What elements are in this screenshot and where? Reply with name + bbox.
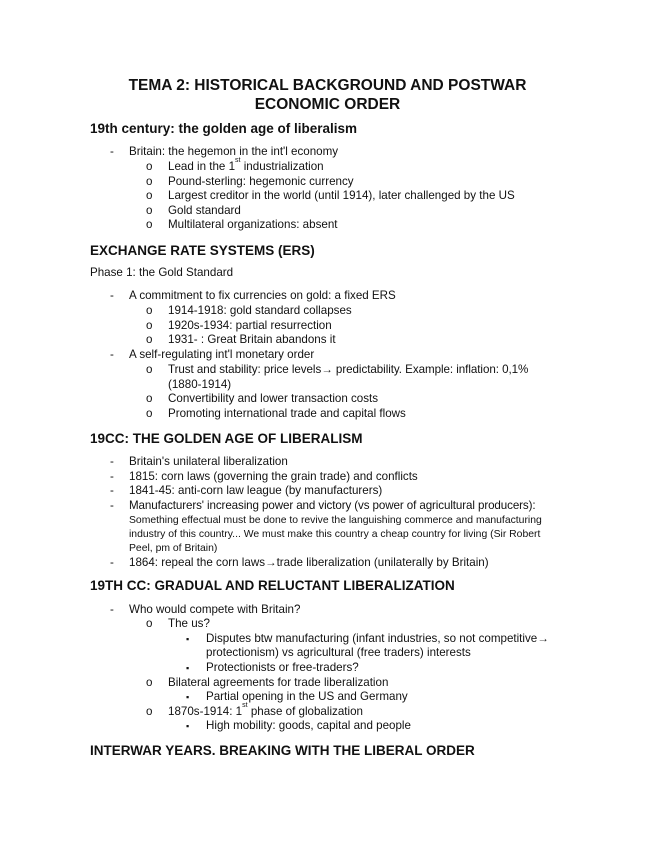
dash-bullet: - — [110, 145, 114, 158]
dash-bullet: - — [110, 289, 114, 302]
list-item-britain-hegemon: Britain: the hegemon in the int'l economy — [129, 145, 339, 158]
circle-bullet: o — [146, 160, 153, 173]
list-item-anti-corn-law-league: 1841-45: anti-corn law league (by manufacturers) — [129, 484, 383, 497]
dash-bullet: - — [110, 484, 114, 497]
list-item-partial-opening: Partial opening in the US and Germany — [206, 690, 408, 703]
section-heading-exchange-rate-systems: EXCHANGE RATE SYSTEMS (ERS) — [90, 243, 315, 258]
circle-bullet: o — [146, 333, 153, 346]
list-item-pound-sterling: Pound-sterling: hegemonic currency — [168, 175, 354, 188]
dash-bullet: - — [110, 603, 114, 616]
list-item-lead-industrialization: Lead in the 1st industrialization — [168, 157, 324, 173]
list-item-first-globalization: 1870s-1914: 1st phase of globalization — [168, 702, 363, 718]
circle-bullet: o — [146, 189, 153, 202]
list-item-disputes: Disputes btw manufacturing (infant industries, so not competitive→ — [206, 632, 549, 645]
phase-label: Phase 1: the Gold Standard — [90, 266, 234, 279]
circle-bullet: o — [146, 218, 153, 231]
quote-line-1: Something effectual must be done to revive the languishing commerce and manufacturing — [129, 515, 542, 526]
circle-bullet: o — [146, 617, 153, 630]
section-heading-gradual-liberalization: 19TH CC: GRADUAL AND RELUCTANT LIBERALIZATION — [90, 578, 455, 593]
list-item-unilateral-liberalization: Britain's unilateral liberalization — [129, 455, 288, 468]
list-item-high-mobility: High mobility: goods, capital and people — [206, 719, 411, 732]
circle-bullet: o — [146, 407, 153, 420]
square-bullet: ▪ — [186, 721, 190, 731]
circle-bullet: o — [146, 175, 153, 188]
list-item-multilateral: Multilateral organizations: absent — [168, 218, 338, 231]
list-item-1864-repeal: 1864: repeal the corn laws→trade liberalization (unilaterally by Britain) — [129, 556, 489, 569]
dash-bullet: - — [110, 348, 114, 361]
list-item-1931: 1931- : Great Britain abandons it — [168, 333, 336, 346]
dash-bullet: - — [110, 556, 114, 569]
section-heading-golden-age: 19CC: THE GOLDEN AGE OF LIBERALISM — [90, 431, 363, 446]
list-item-1920s-1934: 1920s-1934: partial resurrection — [168, 319, 332, 332]
list-item-1815-corn-laws: 1815: corn laws (governing the grain trade) and conflicts — [129, 470, 418, 483]
list-item-the-us: The us? — [168, 617, 210, 630]
section-heading-19th-century: 19th century: the golden age of liberalism — [90, 121, 358, 136]
list-item-convertibility: Convertibility and lower transaction costs — [168, 392, 379, 405]
dash-bullet: - — [110, 455, 114, 468]
list-item-1914-1918: 1914-1918: gold standard collapses — [168, 304, 352, 317]
list-item-protectionists: Protectionists or free-traders? — [206, 661, 359, 674]
quote-line-3: Peel, pm of Britain) — [129, 543, 218, 554]
circle-bullet: o — [146, 676, 153, 689]
list-item-self-regulating: A self-regulating int'l monetary order — [129, 348, 315, 361]
list-item-largest-creditor: Largest creditor in the world (until 1914), later challenged by the US — [168, 189, 515, 202]
list-item-fixed-ers: A commitment to fix currencies on gold: a fixed ERS — [129, 289, 396, 302]
list-item-promoting-trade: Promoting international trade and capital flows — [168, 407, 406, 420]
list-item-disputes-cont: protectionism) vs agricultural (free traders) interests — [206, 646, 471, 659]
square-bullet: ▪ — [186, 692, 190, 702]
page-title-line-2: ECONOMIC ORDER — [254, 96, 401, 113]
list-item-bilateral-agreements: Bilateral agreements for trade liberalization — [168, 676, 389, 689]
list-item-who-would-compete: Who would compete with Britain? — [129, 603, 301, 616]
circle-bullet: o — [146, 705, 153, 718]
dash-bullet: - — [110, 470, 114, 483]
list-item-gold-standard: Gold standard — [168, 204, 241, 217]
square-bullet: ▪ — [186, 634, 190, 644]
circle-bullet: o — [146, 304, 153, 317]
square-bullet: ▪ — [186, 663, 190, 673]
list-item-manufacturers-power: Manufacturers' increasing power and victory (vs power of agricultural producers): — [129, 499, 536, 512]
quote-line-2: industry of this country... We must make this country a cheap country for living (Sir Robert — [129, 529, 541, 540]
page-title-line-1: TEMA 2: HISTORICAL BACKGROUND AND POSTWAR — [128, 77, 527, 94]
circle-bullet: o — [146, 204, 153, 217]
circle-bullet: o — [146, 319, 153, 332]
list-item-trust-stability: Trust and stability: price levels→ predictability. Example: inflation: 0,1% — [168, 363, 529, 376]
list-item-trust-stability-cont: (1880-1914) — [168, 378, 232, 391]
section-heading-interwar-years: INTERWAR YEARS. BREAKING WITH THE LIBERAL ORDER — [90, 743, 475, 758]
circle-bullet: o — [146, 363, 153, 376]
circle-bullet: o — [146, 392, 153, 405]
dash-bullet: - — [110, 499, 114, 512]
